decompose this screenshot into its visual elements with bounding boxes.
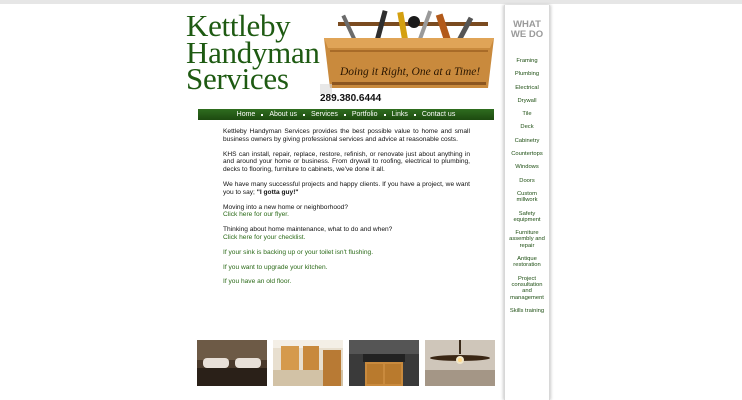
flyer-paragraph bbox=[223, 204, 470, 220]
sidebar-item-framing[interactable]: Framing bbox=[516, 58, 538, 64]
intro-paragraph: Kettleby Handyman Services provides the best possible value to home and small business owners by giving professional services and advice at reasonable costs. bbox=[223, 128, 470, 143]
sidebar-item-windows[interactable]: Windows bbox=[515, 164, 539, 171]
sidebar-title bbox=[505, 20, 549, 40]
flyer-question: Moving into a new home or neighborhood? bbox=[223, 203, 348, 211]
sidebar-item-plumbing[interactable]: Plumbing bbox=[514, 71, 540, 78]
flyer-link[interactable]: Click here for our flyer. bbox=[223, 211, 289, 219]
logo-line-1[interactable]: Kettleby bbox=[186, 8, 291, 43]
nav-home[interactable]: Home bbox=[236, 111, 256, 118]
slogan-text: "I gotta guy!" bbox=[256, 188, 299, 196]
sidebar-item-doors[interactable]: Doors bbox=[519, 177, 535, 184]
services-paragraph: KHS can install, repair, replace, restore, refinish, or renovate just about anything in and around your home or business. From drywall to roofing, electrical to plumbing, decks to flooring, furniture to cabinets, we've done it all. bbox=[223, 150, 470, 174]
kitchen-link[interactable]: If you want to upgrade your kitchen. bbox=[223, 263, 328, 271]
checklist-question: Thinking about home maintenance, what to do and when? bbox=[223, 226, 393, 234]
sidebar-title-line2: WE DO bbox=[510, 29, 544, 40]
clients-text: We have many successful projects and happy clients. If you have a project, we want you to say; bbox=[223, 180, 470, 196]
ceiling-fan-photo[interactable] bbox=[425, 340, 495, 386]
sidebar-item-tile[interactable]: Tile bbox=[522, 111, 532, 118]
main-content bbox=[223, 128, 470, 293]
nav-separator bbox=[261, 114, 263, 116]
photo-strip bbox=[197, 340, 495, 386]
floor-paragraph bbox=[223, 278, 470, 286]
nav-separator bbox=[384, 114, 386, 116]
bathroom-vanity-photo[interactable] bbox=[197, 340, 267, 386]
checklist-link[interactable]: Click here for your checklist. bbox=[223, 233, 306, 241]
sidebar-item-electrical[interactable]: Electrical bbox=[515, 84, 539, 91]
nav-about-us[interactable]: About us bbox=[269, 111, 297, 118]
checklist-paragraph bbox=[223, 226, 470, 242]
nav-separator bbox=[344, 114, 346, 116]
plumbing-paragraph bbox=[223, 249, 470, 257]
main-nav bbox=[198, 109, 494, 120]
sidebar-item-deck[interactable]: Deck bbox=[520, 124, 534, 131]
nav-services[interactable]: Services bbox=[310, 111, 338, 118]
sidebar-title-line1: WHAT bbox=[513, 19, 541, 30]
nav-contact-us[interactable]: Contact us bbox=[421, 111, 456, 118]
kitchen-island-photo[interactable] bbox=[349, 340, 419, 386]
tagline: Doing it Right, One at a Time! bbox=[340, 66, 481, 78]
logo-line-3[interactable]: Services bbox=[186, 61, 289, 96]
sidebar-item-antique-restoration[interactable]: Antique restoration bbox=[513, 256, 541, 269]
sidebar-item-countertops[interactable]: Countertops bbox=[511, 151, 543, 158]
sidebar-item-cabinetry[interactable]: Cabinetry bbox=[514, 137, 540, 144]
kitchen-paragraph bbox=[223, 264, 470, 272]
nav-separator bbox=[303, 114, 305, 116]
sidebar-item-skills-training[interactable]: Skills training bbox=[509, 307, 545, 314]
what-we-do-sidebar bbox=[504, 5, 550, 400]
sidebar-item-custom-millwork[interactable]: Custom millwork bbox=[516, 190, 538, 204]
sidebar-item-drywall[interactable]: Drywall bbox=[517, 97, 537, 104]
sidebar-list bbox=[505, 58, 549, 321]
clients-paragraph bbox=[223, 181, 470, 197]
nav-separator bbox=[414, 114, 416, 116]
phone-number: 289.380.6444 bbox=[320, 93, 382, 104]
nav-links[interactable]: Links bbox=[391, 111, 408, 118]
nav-portfolio[interactable]: Portfolio bbox=[351, 111, 378, 118]
toolbox-icon bbox=[318, 10, 500, 96]
floor-link[interactable]: If you have an old floor. bbox=[223, 278, 292, 286]
cabinets-photo[interactable] bbox=[273, 340, 343, 386]
browser-top-edge bbox=[0, 0, 742, 4]
sidebar-item-furniture[interactable]: Furniture assembly and repair bbox=[509, 230, 545, 249]
sidebar-item-project-consultation[interactable]: Project consultation and management bbox=[510, 275, 544, 301]
sidebar-item-safety-equipment[interactable]: Safety equipment bbox=[513, 210, 541, 223]
logo-line-2[interactable]: Handyman bbox=[186, 35, 320, 70]
plumbing-link[interactable]: If your sink is backing up or your toilet isn't flushing. bbox=[223, 248, 374, 256]
